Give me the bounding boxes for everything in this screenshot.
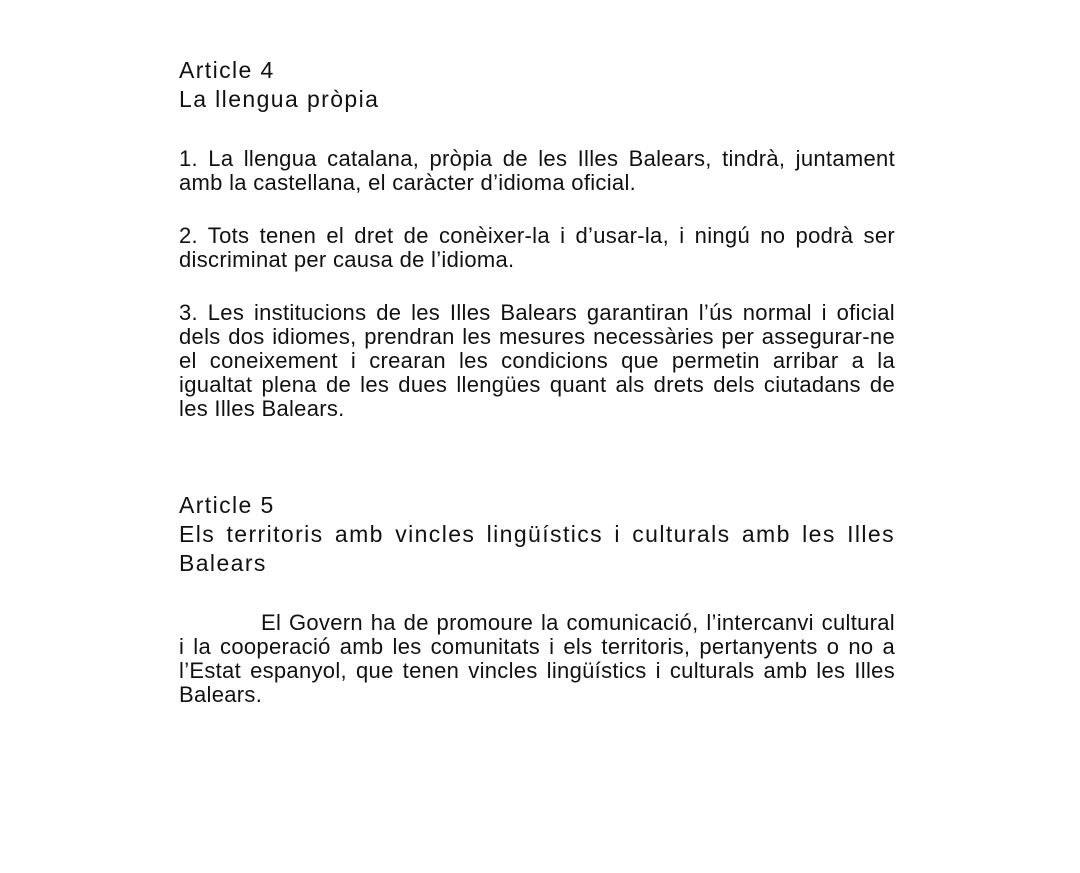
- article-4: [179, 56, 895, 421]
- article-4-title: La llengua pròpia: [179, 86, 380, 112]
- article-5: [179, 491, 895, 707]
- article-4-number: Article 4: [179, 57, 275, 83]
- article-4-paragraph-2: 2. Tots tenen el dret de conèixer-la i d’usar-la, i ningú no podrà ser discriminat per causa de l’idioma.: [179, 223, 895, 272]
- article-4-paragraph-3: 3. Les institucions de les Illes Balears garantiran l’ús normal i oficial dels dos idiomes, prendran les mesures necessàries per assegurar-ne el coneixement i crearan les condicions que permetin arribar a la igualtat plena de les dues llengües quant als drets dels ciutadans de les Illes Balears.: [179, 300, 895, 421]
- article-5-number: Article 5: [179, 492, 275, 518]
- article-5-paragraph-1: El Govern ha de promoure la comunicació, l’intercanvi cultural i la cooperació amb les comunitats i els territoris, pertanyents o no a l’Estat espanyol, que tenen vincles lingüístics i culturals amb les Illes Balears.: [179, 610, 895, 707]
- article-5-title: Els territoris amb vincles lingüístics i culturals amb les Illes Balears: [179, 521, 895, 576]
- article-4-paragraph-1: 1. La llengua catalana, pròpia de les Illes Balears, tindrà, juntament amb la castellana, el caràcter d’idioma oficial.: [179, 146, 895, 195]
- document-page: [179, 56, 895, 707]
